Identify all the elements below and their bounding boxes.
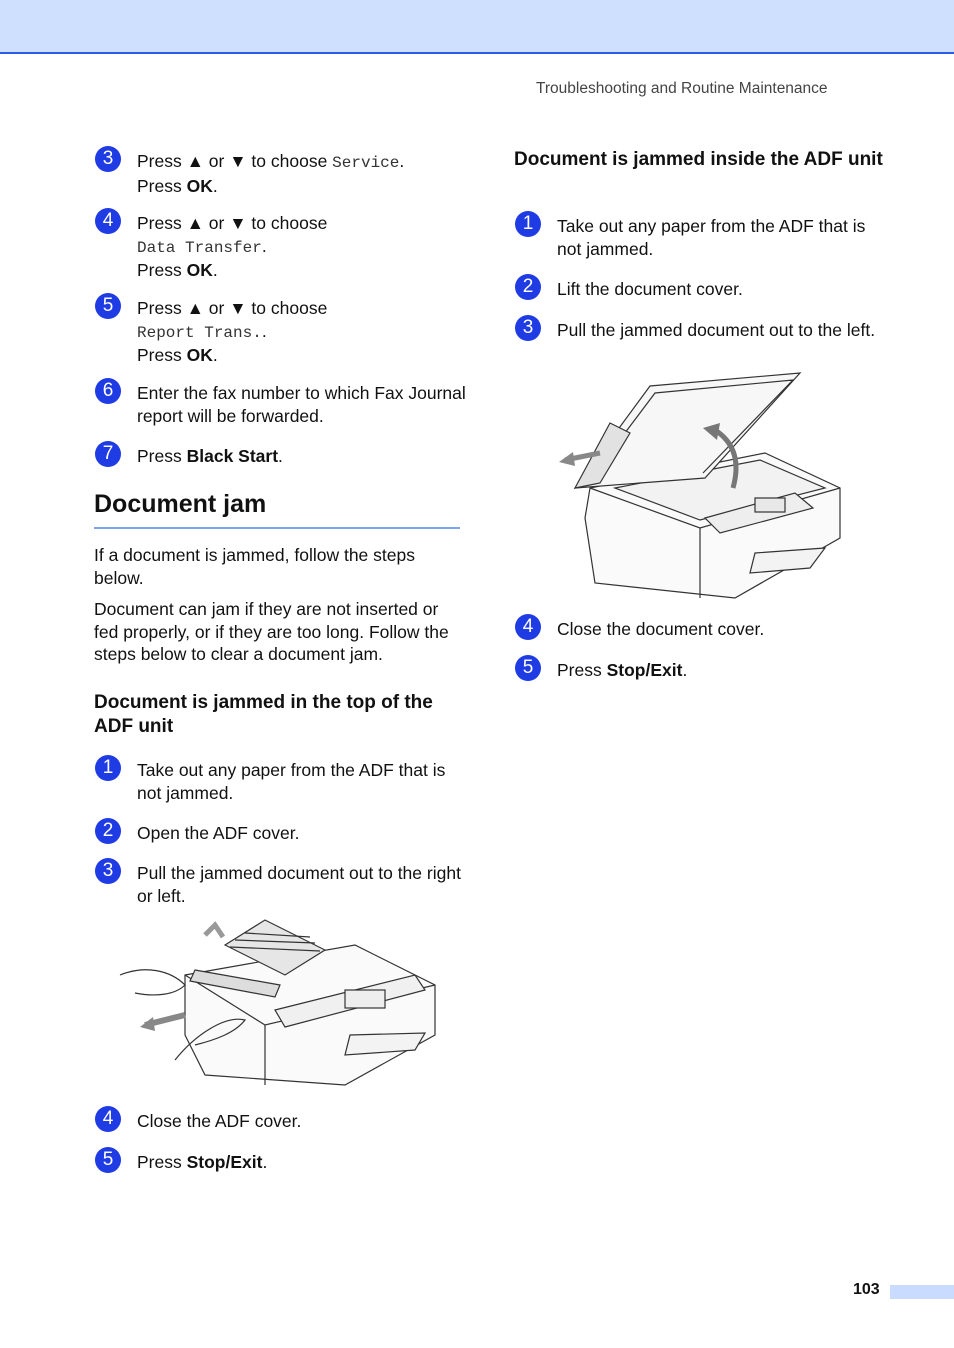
- lcd-menu-text: Data Transfer: [137, 238, 262, 257]
- page-number: 103: [853, 1281, 880, 1298]
- step-text: Close the ADF cover.: [137, 1111, 302, 1131]
- lcd-menu-text: Report Trans.: [137, 323, 262, 342]
- stop-exit-key: Stop/Exit: [186, 1152, 263, 1172]
- step-number: 5: [95, 1147, 121, 1173]
- step-number: 5: [515, 655, 541, 681]
- arrow-keys-icon: ▲ or ▼: [186, 298, 247, 318]
- black-start-key: Black Start: [186, 446, 279, 466]
- ok-key: OK: [186, 345, 213, 365]
- step-text: Press ▲ or ▼ to choose Report Trans.. Press OK.: [137, 298, 328, 365]
- arrow-keys-icon: ▲ or ▼: [186, 151, 247, 171]
- step-number: 4: [95, 208, 121, 234]
- step-text: Open the ADF cover.: [137, 823, 300, 843]
- step-number: 7: [95, 441, 121, 467]
- section-rule: [94, 527, 460, 529]
- subsection-heading: Document is jammed in the top of the ADF unit: [94, 692, 433, 737]
- step-number: 3: [95, 146, 121, 172]
- arrow-keys-icon: ▲ or ▼: [186, 213, 247, 233]
- adf-jam-illustration: [115, 915, 440, 1093]
- step-text: Press Stop/Exit.: [557, 660, 688, 680]
- stop-exit-key: Stop/Exit: [606, 660, 683, 680]
- step-text: Lift the document cover.: [557, 279, 743, 299]
- intro-paragraph: If a document is jammed, follow the steps below.: [94, 545, 415, 588]
- ok-key: OK: [186, 260, 213, 280]
- section-title: Document jam: [94, 490, 267, 518]
- step-text: Press ▲ or ▼ to choose Service. Press OK.: [137, 151, 405, 196]
- step-number: 1: [95, 755, 121, 781]
- step-text: Close the document cover.: [557, 619, 765, 639]
- step-number: 3: [515, 315, 541, 341]
- subsection-heading: Document is jammed inside the ADF unit: [514, 149, 883, 170]
- step-text: Pull the jammed document out to the right or left.: [137, 863, 461, 906]
- step-text: Press Black Start.: [137, 446, 283, 466]
- step-text: Press ▲ or ▼ to choose Data Transfer. Press OK.: [137, 213, 328, 280]
- page-tab-bar: [890, 1285, 954, 1299]
- step-number: 3: [95, 858, 121, 884]
- step-number: 4: [515, 614, 541, 640]
- step-number: 2: [95, 818, 121, 844]
- running-title: Troubleshooting and Routine Maintenance: [536, 80, 828, 97]
- step-number: 6: [95, 378, 121, 404]
- header-bar: [0, 0, 954, 54]
- ok-key: OK: [186, 175, 213, 196]
- intro-paragraph: Document can jam if they are not inserted or fed properly, or if they are too long. Follow the steps below to clear a document jam.: [94, 599, 449, 664]
- step-text: Take out any paper from the ADF that is not jammed.: [557, 216, 866, 259]
- step-text: Pull the jammed document out to the left.: [557, 320, 876, 340]
- step-number: 4: [95, 1106, 121, 1132]
- step-text: Take out any paper from the ADF that is not jammed.: [137, 760, 446, 803]
- step-number: 2: [515, 274, 541, 300]
- step-number: 5: [95, 293, 121, 319]
- step-text: Press Stop/Exit.: [137, 1152, 268, 1172]
- document-cover-illustration: [555, 368, 845, 600]
- step-text: Enter the fax number to which Fax Journal report will be forwarded.: [137, 383, 466, 426]
- step-number: 1: [515, 211, 541, 237]
- lcd-menu-text: Service: [332, 154, 400, 172]
